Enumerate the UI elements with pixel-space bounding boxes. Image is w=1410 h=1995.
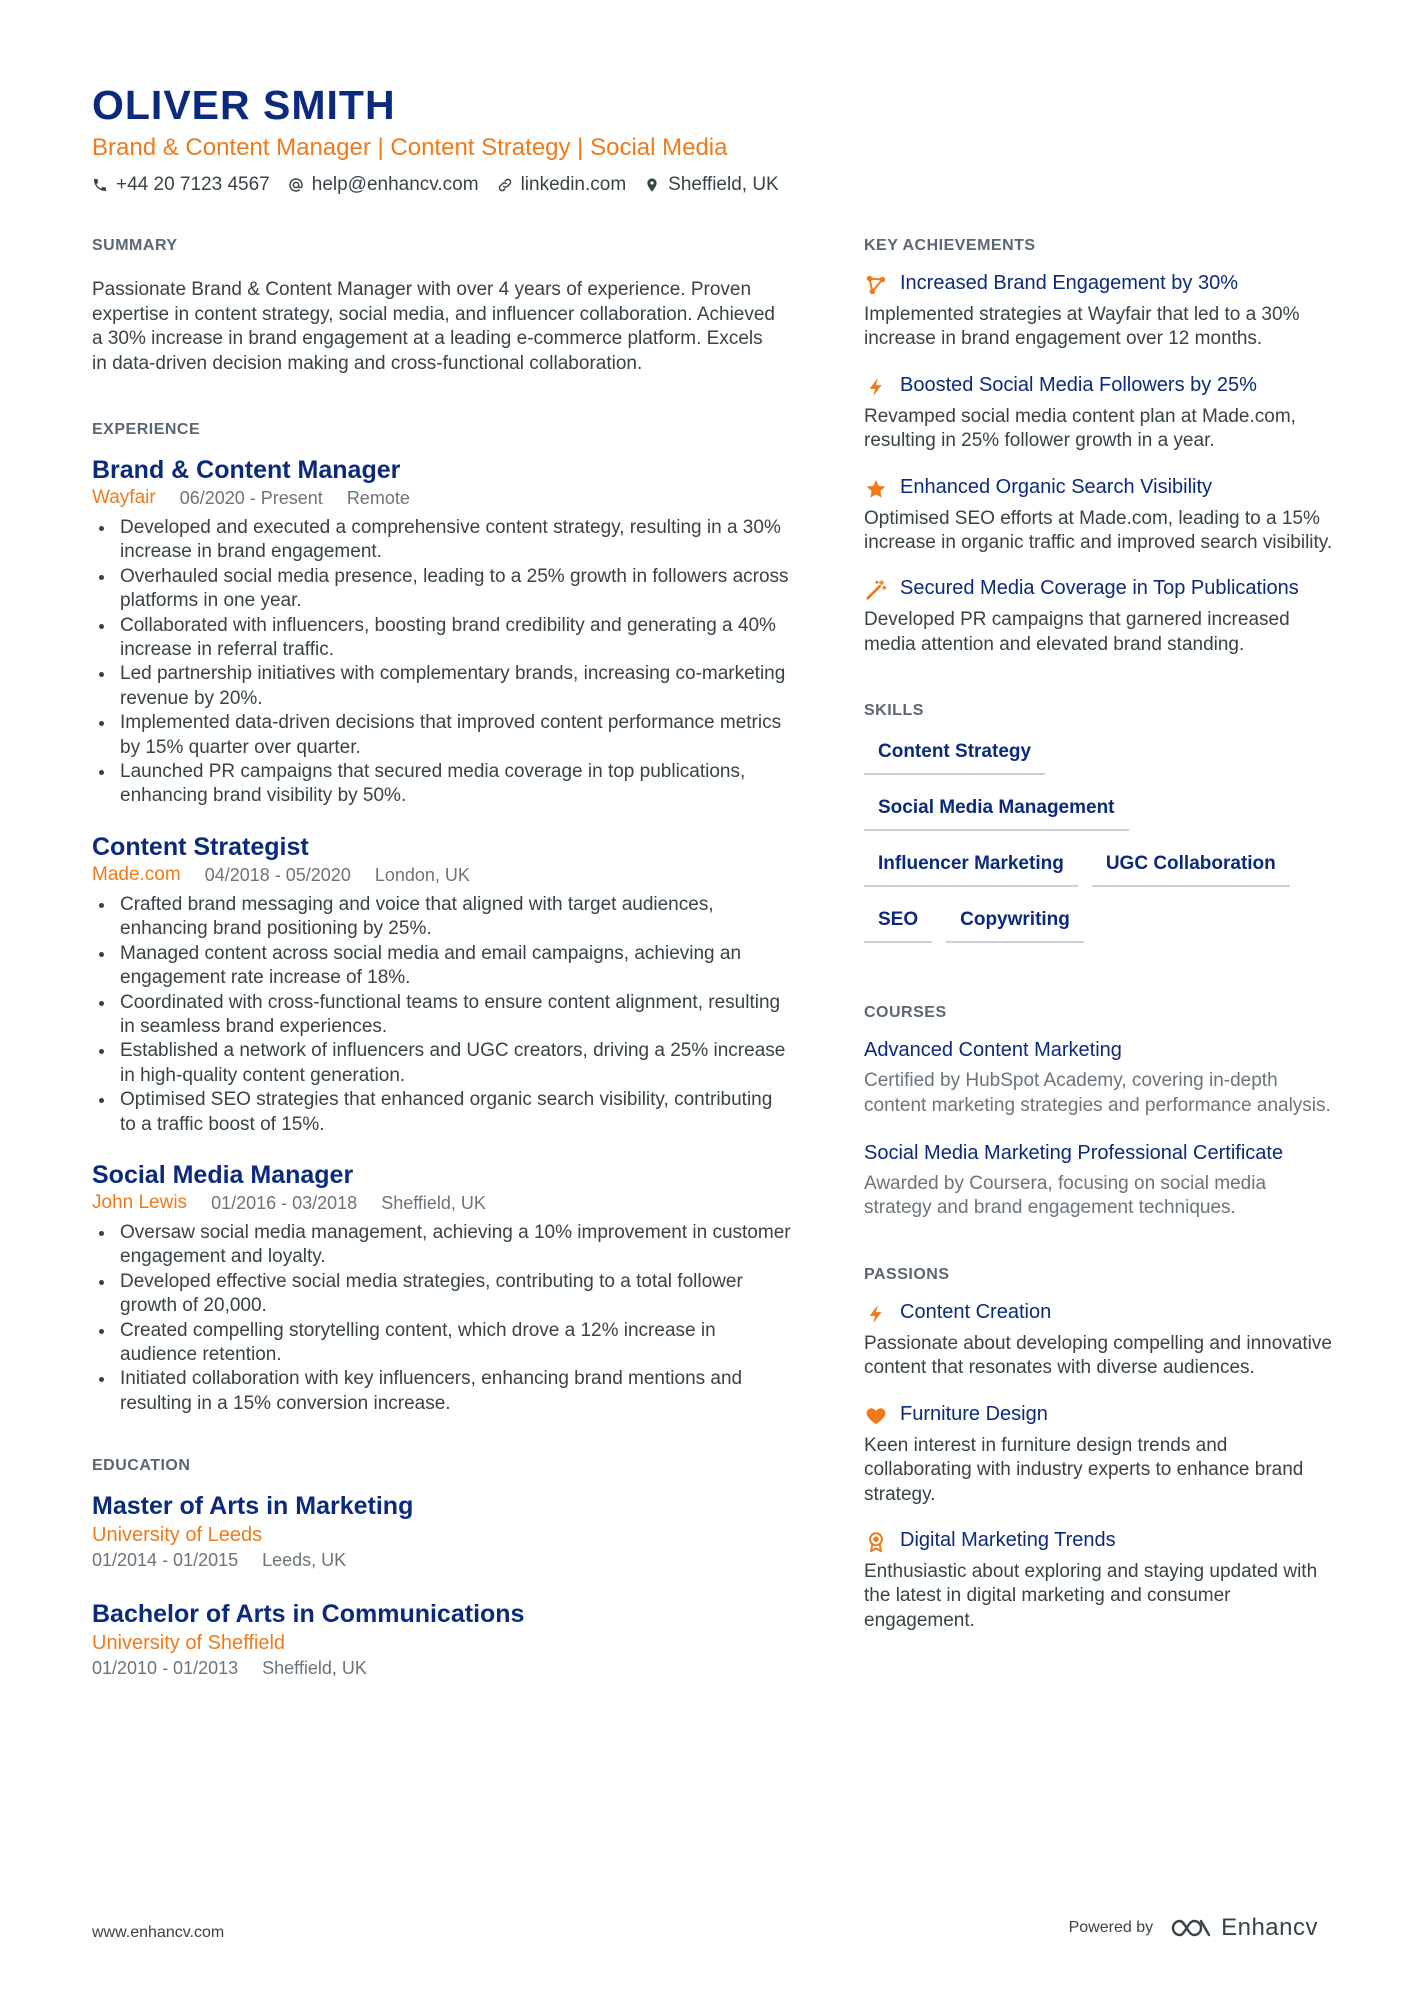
list-item: Overhauled social media presence, leading to a 25% growth in followers across platforms in one year. bbox=[92, 565, 792, 614]
job-entry bbox=[92, 831, 792, 1137]
list-item: Collaborated with influencers, boosting brand credibility and generating a 40% increase in referral traffic. bbox=[92, 614, 792, 663]
achievements-section bbox=[864, 236, 1334, 657]
education-entry bbox=[92, 1598, 792, 1680]
achievements-title: KEY ACHIEVEMENTS bbox=[864, 237, 1036, 254]
passions-section bbox=[864, 1265, 1334, 1633]
resume-header bbox=[92, 78, 1322, 198]
award-icon bbox=[864, 1530, 888, 1554]
achievement-desc: Revamped social media content plan at Made.com, resulting in 25% follower growth in a year. bbox=[864, 405, 1296, 452]
bolt-icon bbox=[864, 375, 888, 399]
linkedin-text[interactable]: linkedin.com bbox=[520, 174, 627, 195]
footer-website[interactable]: www.enhancv.com bbox=[92, 1924, 225, 1941]
skill-tag: Content Strategy bbox=[864, 733, 1045, 775]
passion-title: Furniture Design bbox=[900, 1402, 1048, 1425]
course-title: Social Media Marketing Professional Certificate bbox=[864, 1142, 1284, 1165]
passions-title: PASSIONS bbox=[864, 1265, 950, 1283]
contact-phone bbox=[92, 172, 270, 198]
achievement-item bbox=[864, 474, 1334, 556]
left-column bbox=[92, 236, 792, 1706]
job-title: Content Strategist bbox=[92, 832, 309, 861]
powered-by-label: Powered by bbox=[1068, 1919, 1154, 1936]
job-entry bbox=[92, 454, 792, 809]
list-item: Created compelling storytelling content, which drove a 12% increase in audience retention. bbox=[92, 1319, 792, 1368]
skills-section bbox=[864, 701, 1334, 943]
course-desc: Awarded by Coursera, focusing on social media strategy and brand engagement techniques. bbox=[864, 1173, 1267, 1219]
education-meta bbox=[92, 1548, 792, 1572]
course-item bbox=[864, 1140, 1334, 1221]
experience-title: EXPERIENCE bbox=[92, 421, 201, 438]
passion-desc: Enthusiastic about exploring and staying updated with the latest in digital marketing and consumer engagement. bbox=[864, 1560, 1318, 1631]
education-location: Leeds, UK bbox=[262, 1550, 347, 1571]
job-bullets bbox=[92, 1221, 792, 1416]
candidate-name: OLIVER SMITH bbox=[92, 82, 396, 128]
brand-logo[interactable] bbox=[1169, 1914, 1318, 1942]
star-icon bbox=[864, 477, 888, 501]
job-location: London, UK bbox=[374, 864, 470, 885]
email-text[interactable]: help@enhancv.com bbox=[311, 174, 479, 195]
passion-title: Digital Marketing Trends bbox=[900, 1528, 1116, 1551]
enhancv-logo-icon bbox=[1169, 1916, 1213, 1940]
list-item: Led partnership initiatives with complementary brands, increasing co-marketing revenue by 20%. bbox=[92, 662, 792, 711]
school-name: University of Leeds bbox=[92, 1524, 263, 1547]
achievement-desc: Implemented strategies at Wayfair that led to a 30% increase in brand engagement over 12 months. bbox=[864, 304, 1300, 350]
list-item: Implemented data-driven decisions that improved content performance metrics by 15% quarter over quarter. bbox=[92, 711, 792, 760]
phone-icon bbox=[92, 177, 108, 193]
job-meta bbox=[92, 486, 792, 510]
job-meta bbox=[92, 1191, 792, 1215]
degree-title: Bachelor of Arts in Communications bbox=[92, 1600, 525, 1629]
experience-section bbox=[92, 420, 792, 1416]
job-bullets bbox=[92, 516, 792, 809]
education-entry bbox=[92, 1490, 792, 1572]
passion-item bbox=[864, 1299, 1334, 1381]
contact-linkedin[interactable] bbox=[497, 172, 627, 198]
job-title: Brand & Content Manager bbox=[92, 456, 401, 484]
list-item: Established a network of influencers and UGC creators, driving a 25% increase in high-quality content generation. bbox=[92, 1039, 792, 1088]
skill-tag: Copywriting bbox=[946, 901, 1084, 943]
list-item: Coordinated with cross-functional teams to ensure content alignment, resulting in seamless brand experiences. bbox=[92, 991, 792, 1040]
job-dates: 06/2020 - Present bbox=[179, 488, 323, 508]
course-desc: Certified by HubSpot Academy, covering in-depth content marketing strategies and performance analysis. bbox=[864, 1070, 1331, 1116]
job-dates: 04/2018 - 05/2020 bbox=[204, 864, 351, 885]
summary-text: Passionate Brand & Content Manager with over 4 years of experience. Proven expertise in content strategy, social media, and influencer collaboration. Achieved a 30% increase in brand engagement at a leading e-commerce platform. Excels in data-driven decision making and cross-functional collaboration. bbox=[92, 279, 775, 374]
courses-section bbox=[864, 1003, 1334, 1221]
list-item: Developed and executed a comprehensive content strategy, resulting in a 30% increase in brand engagement. bbox=[92, 516, 792, 565]
footer-powered bbox=[1069, 1914, 1318, 1942]
achievement-item bbox=[864, 575, 1334, 657]
achievement-title: Enhanced Organic Search Visibility bbox=[900, 475, 1213, 498]
list-item: Initiated collaboration with key influencers, enhancing brand mentions and resulting in a 15% conversion increase. bbox=[92, 1367, 792, 1416]
achievement-title: Boosted Social Media Followers by 25% bbox=[900, 373, 1257, 396]
passion-item bbox=[864, 1527, 1334, 1633]
list-item: Launched PR campaigns that secured media coverage in top publications, enhancing brand visibility by 50%. bbox=[92, 760, 792, 809]
list-item: Oversaw social media management, achieving a 10% improvement in customer engagement and loyalty. bbox=[92, 1221, 792, 1270]
education-meta bbox=[92, 1656, 792, 1680]
passion-desc: Passionate about developing compelling and innovative content that resonates with diverse audiences. bbox=[864, 1332, 1332, 1379]
skill-tag: SEO bbox=[864, 901, 932, 943]
bolt-icon bbox=[864, 1302, 888, 1326]
skills-list bbox=[864, 733, 1334, 943]
job-location: Remote bbox=[346, 488, 410, 508]
degree-title: Master of Arts in Marketing bbox=[92, 1492, 414, 1521]
link-icon bbox=[497, 177, 513, 193]
achievement-desc: Optimised SEO efforts at Made.com, leading to a 15% increase in organic traffic and improved search visibility. bbox=[864, 507, 1333, 554]
passion-title: Content Creation bbox=[900, 1300, 1052, 1323]
contact-bar bbox=[92, 172, 1322, 198]
right-column bbox=[864, 236, 1334, 1653]
magic-wand-icon bbox=[864, 578, 888, 602]
list-item: Managed content across social media and email campaigns, achieving an engagement rate increase of 18%. bbox=[92, 942, 792, 991]
education-section bbox=[92, 1456, 792, 1680]
location-pin-icon bbox=[644, 177, 660, 193]
list-item: Optimised SEO strategies that enhanced organic search visibility, contributing to a traffic boost of 15%. bbox=[92, 1088, 792, 1137]
passion-item bbox=[864, 1401, 1334, 1507]
job-bullets bbox=[92, 893, 792, 1137]
network-icon bbox=[864, 273, 888, 297]
job-meta bbox=[92, 863, 792, 887]
achievement-desc: Developed PR campaigns that garnered increased media attention and elevated brand standing. bbox=[864, 609, 1290, 655]
company-name: Made.com bbox=[92, 863, 181, 885]
passion-desc: Keen interest in furniture design trends and collaborating with industry experts to enhance brand strategy. bbox=[864, 1434, 1304, 1505]
company-name: John Lewis bbox=[92, 1191, 188, 1213]
heart-icon bbox=[864, 1404, 888, 1428]
summary-title: SUMMARY bbox=[92, 237, 178, 254]
contact-email[interactable] bbox=[288, 172, 479, 198]
achievement-title: Secured Media Coverage in Top Publications bbox=[900, 577, 1299, 600]
course-title: Advanced Content Marketing bbox=[864, 1039, 1122, 1062]
courses-title: COURSES bbox=[864, 1004, 947, 1022]
brand-name: Enhancv bbox=[1221, 1914, 1318, 1941]
school-name: University of Sheffield bbox=[92, 1632, 286, 1655]
skill-tag: UGC Collaboration bbox=[1092, 845, 1290, 887]
education-dates: 01/2014 - 01/2015 bbox=[92, 1550, 239, 1571]
achievement-title: Increased Brand Engagement by 30% bbox=[900, 272, 1238, 294]
job-dates: 01/2016 - 03/2018 bbox=[211, 1192, 358, 1213]
job-title: Social Media Manager bbox=[92, 1160, 354, 1189]
achievement-item bbox=[864, 270, 1334, 352]
education-title: EDUCATION bbox=[92, 1457, 191, 1475]
achievement-item bbox=[864, 372, 1334, 454]
summary-section bbox=[92, 236, 792, 376]
phone-text: +44 20 7123 4567 bbox=[116, 174, 270, 195]
education-location: Sheffield, UK bbox=[262, 1658, 367, 1679]
location-text: Sheffield, UK bbox=[668, 174, 779, 195]
contact-location bbox=[644, 172, 779, 198]
job-location: Sheffield, UK bbox=[381, 1192, 486, 1213]
skill-tag: Influencer Marketing bbox=[864, 845, 1078, 887]
list-item: Developed effective social media strategies, contributing to a total follower growth of 20,000. bbox=[92, 1270, 792, 1319]
list-item: Crafted brand messaging and voice that aligned with target audiences, enhancing brand positioning by 25%. bbox=[92, 893, 792, 942]
course-item bbox=[864, 1037, 1334, 1118]
skill-tag: Social Media Management bbox=[864, 789, 1129, 831]
skills-title: SKILLS bbox=[864, 702, 924, 720]
headline: Brand & Content Manager | Content Strategy | Social Media bbox=[92, 134, 728, 161]
education-dates: 01/2010 - 01/2013 bbox=[92, 1658, 239, 1679]
at-icon bbox=[288, 177, 304, 193]
job-entry bbox=[92, 1159, 792, 1416]
company-name: Wayfair bbox=[92, 487, 156, 508]
